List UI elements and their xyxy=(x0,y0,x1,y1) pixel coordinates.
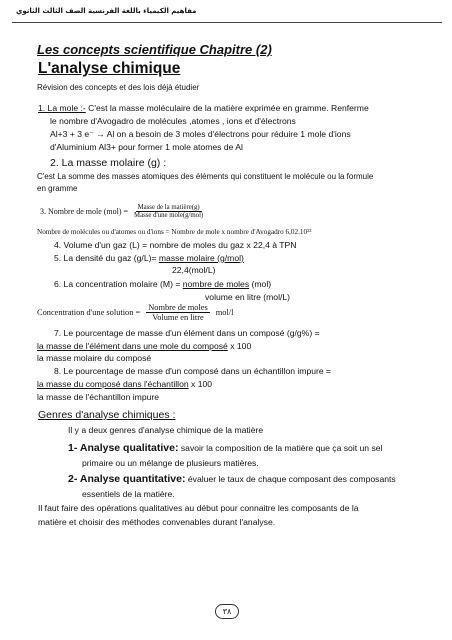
concentration-fraction xyxy=(146,303,210,322)
item8-denominator: la masse de l'échantillon impure xyxy=(37,392,160,402)
genres-outro-2: matière et choisir des méthodes convenables durant l'analyse. xyxy=(38,517,276,527)
qualitative-label: 1- Analyse qualitative: xyxy=(68,442,179,454)
genres-quantitative xyxy=(68,473,396,485)
quantitative-text-2: essentiels de la matière. xyxy=(82,489,175,499)
item8-line1: 8. Le pourcentage de masse d'un composé dans un échantillon impure = xyxy=(54,366,332,376)
item7-times: x 100 xyxy=(227,341,252,351)
item1-text-a: C'est la masse moléculaire de la matière exprimée en gramme. Renferme xyxy=(85,103,369,113)
item7-denominator: la masse molaire du composé xyxy=(37,353,152,363)
item6-denominator: volume en litre (mol/L) xyxy=(205,292,291,302)
genres-intro: Il y a deux genres d'analyse chimique de la matière xyxy=(68,425,264,435)
item4: 4. Volume d'un gaz (L) = nombre de moles du gaz x 22,4 à TPN xyxy=(54,240,297,250)
quantitative-text: évaluer le taux de chaque composant des composants xyxy=(185,474,396,484)
item7-line1: 7. Le pourcentage de masse d'un élément dans un composé (g/g%) = xyxy=(54,328,320,338)
intro-text: Révision des concepts et des lois déjà étudier xyxy=(37,83,200,92)
concentration-formula xyxy=(37,303,233,322)
item6-line1 xyxy=(54,279,271,289)
item5-line1 xyxy=(54,253,244,263)
item6-numerator: nombre de moles xyxy=(182,279,250,289)
qualitative-text-2: primaire ou un mélange de plusieurs matières. xyxy=(82,458,259,468)
item1-line1 xyxy=(38,103,369,113)
item5-numerator: masse molaire (g/mol) xyxy=(158,253,244,263)
concentration-label: Concentration d'une solution = xyxy=(37,308,141,318)
genres-qualitative xyxy=(68,442,382,454)
item7-line2 xyxy=(37,341,251,351)
item2-label: 2. La masse molaire (g) : xyxy=(50,157,167,169)
concentration-unit: mol/l xyxy=(215,308,234,318)
item5-label: 5. La densité du gaz (g/L)= xyxy=(54,253,159,263)
item2-heading xyxy=(50,157,166,169)
item3-label: 3. Nombre de mole (mol) = xyxy=(40,207,129,217)
quantitative-label: 2- Analyse quantitative: xyxy=(68,473,186,485)
item6-label: 6. La concentration molaire (M) = xyxy=(54,279,183,289)
item3-denominator: Masse d'une mole(g/mol) xyxy=(134,212,204,220)
page-number: ٣٨ xyxy=(215,604,239,619)
item8-times: x 100 xyxy=(188,379,213,389)
genres-heading: Genres d'analyse chimiques : xyxy=(38,409,176,421)
qualitative-text: savoir la composition de la matière que ça soit un sel xyxy=(178,443,383,453)
header-rule xyxy=(12,22,442,23)
header-title: مفاهيم الكيمياء باللغة الفرنسية الصف الثالث الثانوي xyxy=(16,7,197,15)
item1-label: 1. La mole :- xyxy=(38,103,86,113)
item5-denominator: 22,4(mol/L) xyxy=(172,265,216,275)
item8-line2 xyxy=(37,379,212,389)
item3-formula xyxy=(40,204,205,220)
item1-line4: d'Aluminium Al3+ pour former 1 mole atomes de Al xyxy=(50,142,243,152)
item3-fraction xyxy=(132,204,205,220)
concentration-denominator: Volume en litre xyxy=(152,313,204,323)
item3-numerator: Masse de la matière(g) xyxy=(137,204,200,211)
item7-numerator: la masse de l'élément dans une mole du composé xyxy=(37,341,228,351)
section-title: L'analyse chimique xyxy=(38,60,181,77)
item8-numerator: la masse du composé dans l'échantillon xyxy=(37,379,189,389)
genres-outro-1: Il faut faire des opérations qualitatives au début pour connaitre les composants de la xyxy=(38,503,359,513)
concentration-numerator: Nombre de moles xyxy=(148,303,208,312)
item1-line2: le nombre d'Avogadro de molécules ,atomes , ions et d'électrons xyxy=(50,116,296,126)
item2-line1: C'est La somme des masses atomiques des éléments qui constituent le molécule ou la formule xyxy=(37,172,374,181)
item6-unit: (mol) xyxy=(249,279,272,289)
item1-line3: Al+3 + 3 e⁻ → Al on a besoin de 3 moles d'électrons pour réduire 1 mole d'ions xyxy=(50,129,351,139)
chapter-title: Les concepts scientifique Chapitre (2) xyxy=(37,42,272,57)
item3-line: Nombre de molécules ou d'atomes ou d'ions = Nombre de mole x nombre d'Avogadro 6,02.10²³ xyxy=(37,228,312,236)
item2-line2: en gramme xyxy=(37,184,78,193)
